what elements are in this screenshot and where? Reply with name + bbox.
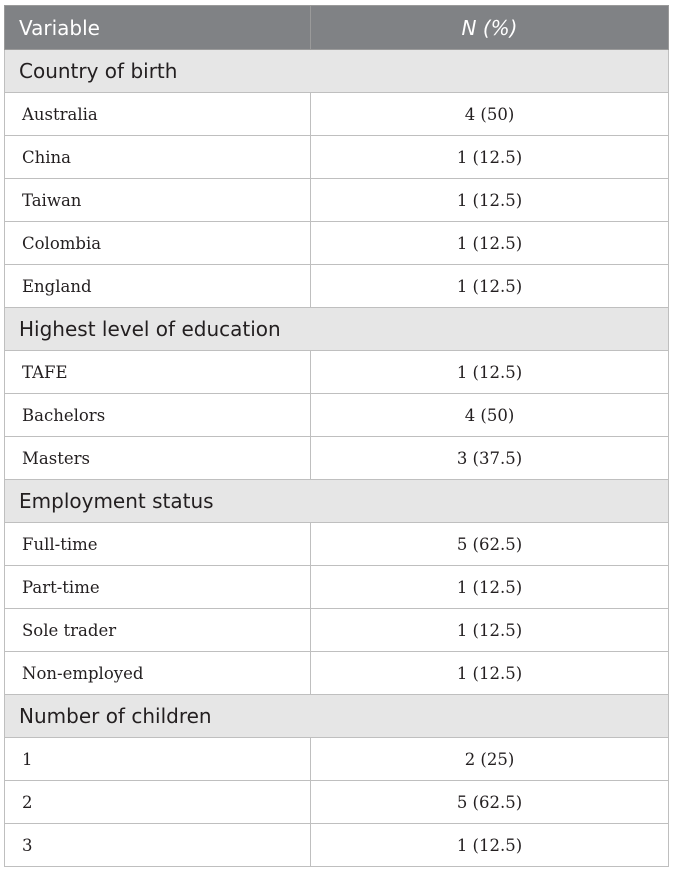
table-row (5, 394, 669, 437)
row-value: 3 (37.5) (311, 437, 669, 480)
row-label: 2 (5, 781, 311, 824)
section-title: Country of birth (5, 50, 669, 93)
row-value: 1 (12.5) (311, 566, 669, 609)
header-row (5, 6, 669, 50)
header-n-percent: N (%) (311, 6, 669, 50)
row-label: Taiwan (5, 179, 311, 222)
row-label: Part-time (5, 566, 311, 609)
demographics-table (4, 5, 669, 867)
row-label: 3 (5, 824, 311, 867)
table-row (5, 652, 669, 695)
table-row (5, 781, 669, 824)
row-label: TAFE (5, 351, 311, 394)
row-label: Bachelors (5, 394, 311, 437)
row-label: Masters (5, 437, 311, 480)
table-row (5, 566, 669, 609)
row-value: 1 (12.5) (311, 136, 669, 179)
row-value: 1 (12.5) (311, 652, 669, 695)
table-row (5, 824, 669, 867)
section-title: Number of children (5, 695, 669, 738)
row-label: 1 (5, 738, 311, 781)
table-row (5, 437, 669, 480)
row-label: Non-employed (5, 652, 311, 695)
row-value: 1 (12.5) (311, 265, 669, 308)
row-label: Sole trader (5, 609, 311, 652)
table-row (5, 609, 669, 652)
row-value: 4 (50) (311, 394, 669, 437)
row-value: 1 (12.5) (311, 609, 669, 652)
demographics-table-container (4, 5, 668, 867)
row-value: 5 (62.5) (311, 523, 669, 566)
table-header (5, 6, 669, 50)
section-header-row (5, 695, 669, 738)
header-variable: Variable (5, 6, 311, 50)
table-body (5, 50, 669, 867)
row-label: Colombia (5, 222, 311, 265)
table-row (5, 265, 669, 308)
row-label: Australia (5, 93, 311, 136)
table-row (5, 523, 669, 566)
table-row (5, 222, 669, 265)
row-value: 1 (12.5) (311, 222, 669, 265)
row-label: Full-time (5, 523, 311, 566)
table-row (5, 93, 669, 136)
table-row (5, 351, 669, 394)
row-label: England (5, 265, 311, 308)
row-value: 5 (62.5) (311, 781, 669, 824)
table-row (5, 136, 669, 179)
row-value: 1 (12.5) (311, 824, 669, 867)
row-value: 1 (12.5) (311, 179, 669, 222)
row-label: China (5, 136, 311, 179)
section-header-row (5, 480, 669, 523)
row-value: 4 (50) (311, 93, 669, 136)
section-title: Highest level of education (5, 308, 669, 351)
table-row (5, 179, 669, 222)
row-value: 2 (25) (311, 738, 669, 781)
section-header-row (5, 308, 669, 351)
section-title: Employment status (5, 480, 669, 523)
table-row (5, 738, 669, 781)
row-value: 1 (12.5) (311, 351, 669, 394)
section-header-row (5, 50, 669, 93)
